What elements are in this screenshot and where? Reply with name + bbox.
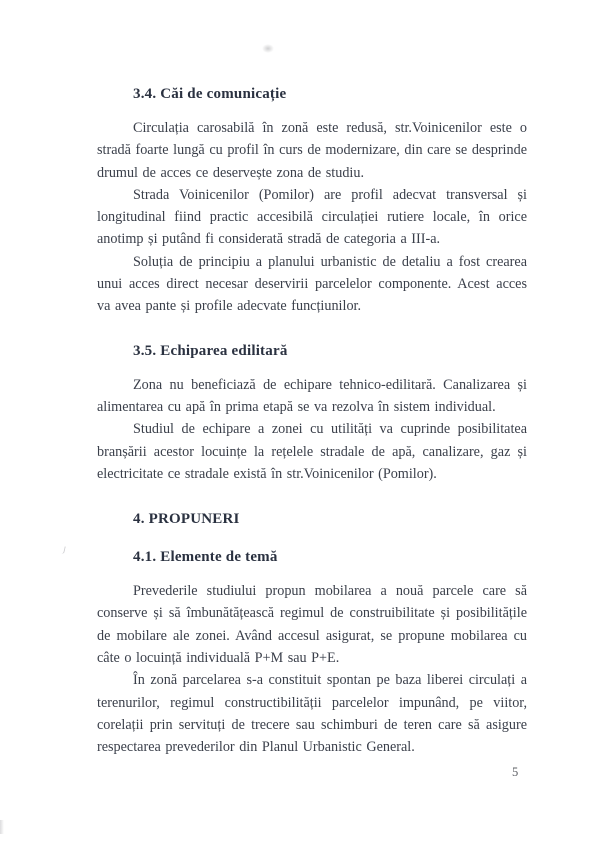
- paragraph: Zona nu beneficiază de echipare tehnico-edilitară. Canalizarea și alimentarea cu apă în prima etapă se va rezolva în sistem individual.: [97, 376, 527, 415]
- section-heading-3-4: 3.4. Căi de comunicație: [133, 86, 287, 102]
- scan-smudge-artifact: [262, 44, 274, 53]
- scan-tick-artifact: [60, 546, 66, 555]
- scan-edge-artifact: [0, 820, 4, 834]
- page-number: 5: [512, 765, 519, 779]
- paragraph: Strada Voinicenilor (Pomilor) are profil adecvat transversal și longitudinal fiind practic accesibilă circulației rutiere locale, în orice anotimp și putând fi considerată stradă de categoria a III-a.: [97, 186, 527, 248]
- paragraph: Circulația carosabilă în zonă este redusă, str.Voinicenilor este o stradă foarte lungă cu profil în curs de modernizare, din care se desprinde drumul de acces ce deservește zona de studiu.: [97, 120, 527, 181]
- section-heading-4: 4. PROPUNERI: [133, 511, 240, 528]
- paragraph: Soluția de principiu a planului urbanistic de detaliu a fost crearea unui acces direct necesar deservirii parcelelor componente. Acest acces va avea pante și profile adecvate funcțiunilor.: [97, 253, 527, 315]
- paragraph: Studiul de echipare a zonei cu utilități va cuprinde posibilitatea branșării acestor locuințe la rețelele stradale de apă, canalizare, gaz și electricitate ce stradale există în str.Voinicenilor (Pomilor).: [97, 421, 527, 482]
- paragraph: Prevederile studiului propun mobilarea a nouă parcele care să conserve și să îmbunătățească regimul de construibilitate și posibilitățile de mobilare ale zonei. Având accesul asigurat, se propune mobilarea cu câte o locuință individuală P+M sau P+E.: [97, 583, 527, 667]
- section-heading-4-1: 4.1. Elemente de temă: [133, 549, 278, 566]
- section-heading-3-5: 3.5. Echiparea edilitară: [133, 342, 288, 359]
- paragraph: În zonă parcelarea s-a constituit spontan pe baza liberei circulați a terenurilor, regimul constructibilității parcelelor impunând, pe viitor, corelații prin servituți de trecere sau schimburi de teren care să asigure respectarea prevederilor din Planul Urbanistic General.: [97, 672, 527, 756]
- text-block: [97, 84, 527, 759]
